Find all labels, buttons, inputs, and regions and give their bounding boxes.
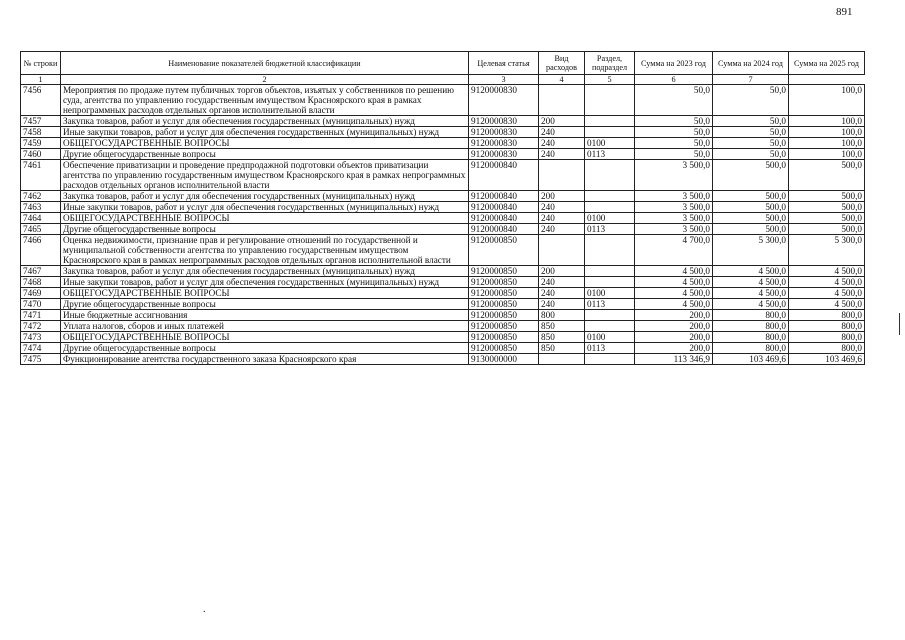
target-code: 9120000850 — [469, 332, 539, 343]
section-code: 0100 — [585, 213, 635, 224]
row-number: 7461 — [21, 160, 61, 191]
sum-2024: 50,0 — [713, 149, 789, 160]
row-number: 7473 — [21, 332, 61, 343]
row-name: Другие общегосударственные вопросы — [61, 299, 469, 310]
table-row — [21, 213, 865, 224]
target-code: 9120000840 — [469, 191, 539, 202]
expense-type-code: 850 — [539, 343, 585, 354]
sum-2025: 800,0 — [789, 310, 865, 321]
sum-2023: 200,0 — [635, 332, 713, 343]
sum-2023: 4 500,0 — [635, 288, 713, 299]
table-row — [21, 266, 865, 277]
row-name: Закупка товаров, работ и услуг для обеспечения государственных (муниципальных) нужд — [61, 191, 469, 202]
section-code — [585, 354, 635, 365]
expense-type-code: 240 — [539, 149, 585, 160]
expense-type-code: 850 — [539, 321, 585, 332]
table-row — [21, 354, 865, 365]
target-code: 9120000840 — [469, 213, 539, 224]
expense-type-code — [539, 85, 585, 116]
column-number: 7 — [713, 75, 789, 85]
table-row — [21, 332, 865, 343]
sum-2025: 100,0 — [789, 138, 865, 149]
sum-2023: 4 700,0 — [635, 235, 713, 266]
expense-type-code: 240 — [539, 277, 585, 288]
section-code — [585, 310, 635, 321]
sum-2025: 100,0 — [789, 127, 865, 138]
expense-type-code: 240 — [539, 299, 585, 310]
target-code: 9120000830 — [469, 127, 539, 138]
section-code — [585, 85, 635, 116]
section-code — [585, 277, 635, 288]
header-target: Целевая статья — [469, 52, 539, 75]
page-number: 891 — [836, 6, 853, 18]
sum-2025: 800,0 — [789, 343, 865, 354]
table-row — [21, 310, 865, 321]
column-number: 3 — [469, 75, 539, 85]
sum-2024: 500,0 — [713, 191, 789, 202]
row-number: 7467 — [21, 266, 61, 277]
section-code: 0100 — [585, 288, 635, 299]
sum-2024: 800,0 — [713, 343, 789, 354]
row-name: Уплата налогов, сборов и иных платежей — [61, 321, 469, 332]
sum-2023: 113 346,9 — [635, 354, 713, 365]
sum-2023: 3 500,0 — [635, 213, 713, 224]
sum-2023: 50,0 — [635, 138, 713, 149]
row-number: 7465 — [21, 224, 61, 235]
table-row — [21, 235, 865, 266]
table-row — [21, 149, 865, 160]
sum-2023: 200,0 — [635, 310, 713, 321]
table-row — [21, 321, 865, 332]
sum-2025: 5 300,0 — [789, 235, 865, 266]
table-row — [21, 85, 865, 116]
expense-type-code: 800 — [539, 310, 585, 321]
target-code: 9120000850 — [469, 343, 539, 354]
target-code: 9130000000 — [469, 354, 539, 365]
header-sum-2024: Сумма на 2024 год — [713, 52, 789, 75]
row-number: 7468 — [21, 277, 61, 288]
sum-2024: 50,0 — [713, 138, 789, 149]
header-row — [21, 52, 865, 75]
sum-2025: 100,0 — [789, 149, 865, 160]
table-row — [21, 191, 865, 202]
row-name: ОБЩЕГОСУДАРСТВЕННЫЕ ВОПРОСЫ — [61, 288, 469, 299]
section-code: 0100 — [585, 332, 635, 343]
row-name: Иные закупки товаров, работ и услуг для обеспечения государственных (муниципальных) нужд — [61, 127, 469, 138]
sum-2024: 50,0 — [713, 127, 789, 138]
sum-2023: 3 500,0 — [635, 160, 713, 191]
table-row — [21, 116, 865, 127]
row-name: Обеспечение приватизации и проведение предпродажной подготовки объектов приватизации агентства по управлению государственным имуществом Красноярского края в рамках непрограммных расходов отдельных органов исполнительной власти — [61, 160, 469, 191]
header-sum-2023: Сумма на 2023 год — [635, 52, 713, 75]
target-code: 9120000830 — [469, 116, 539, 127]
target-code: 9120000830 — [469, 138, 539, 149]
sum-2024: 800,0 — [713, 321, 789, 332]
column-numbers-row — [21, 75, 865, 85]
header-name: Наименование показателей бюджетной классификации — [61, 52, 469, 75]
sum-2025: 100,0 — [789, 85, 865, 116]
sum-2023: 3 500,0 — [635, 191, 713, 202]
expense-type-code — [539, 160, 585, 191]
sum-2024: 4 500,0 — [713, 288, 789, 299]
sum-2025: 500,0 — [789, 160, 865, 191]
sum-2025: 500,0 — [789, 213, 865, 224]
sum-2024: 50,0 — [713, 85, 789, 116]
sum-2023: 50,0 — [635, 116, 713, 127]
row-name: Функционирование агентства государственного заказа Красноярского края — [61, 354, 469, 365]
sum-2025: 500,0 — [789, 202, 865, 213]
row-name: ОБЩЕГОСУДАРСТВЕННЫЕ ВОПРОСЫ — [61, 213, 469, 224]
table-body — [21, 85, 865, 365]
sum-2025: 800,0 — [789, 332, 865, 343]
sum-2025: 100,0 — [789, 116, 865, 127]
target-code: 9120000850 — [469, 266, 539, 277]
sum-2025: 103 469,6 — [789, 354, 865, 365]
table-row — [21, 160, 865, 191]
row-number: 7472 — [21, 321, 61, 332]
section-code — [585, 266, 635, 277]
sum-2024: 4 500,0 — [713, 299, 789, 310]
column-number: 2 — [61, 75, 469, 85]
sum-2023: 200,0 — [635, 343, 713, 354]
section-code: 0113 — [585, 149, 635, 160]
row-name: Оценка недвижимости, признание прав и регулирование отношений по государственной и муниципальной собственности агентства по управлению государственным имуществом Красноярского края в рамках непрограммных расходов отдельных органов исполнительной власти — [61, 235, 469, 266]
row-number: 7469 — [21, 288, 61, 299]
footer-mark: . — [203, 604, 206, 615]
row-number: 7464 — [21, 213, 61, 224]
section-code — [585, 202, 635, 213]
expense-type-code: 200 — [539, 116, 585, 127]
row-name: Закупка товаров, работ и услуг для обеспечения государственных (муниципальных) нужд — [61, 266, 469, 277]
sum-2025: 4 500,0 — [789, 266, 865, 277]
target-code: 9120000840 — [469, 224, 539, 235]
sum-2024: 103 469,6 — [713, 354, 789, 365]
row-name: Мероприятия по продаже путем публичных торгов объектов, изъятых у собственников по решению суда, агентства по управлению государственным имуществом Красноярского края в рамках непрограммных расходов отдельных органов исполнительной власти — [61, 85, 469, 116]
table-row — [21, 224, 865, 235]
sum-2023: 3 500,0 — [635, 202, 713, 213]
expense-type-code: 200 — [539, 266, 585, 277]
section-code — [585, 160, 635, 191]
row-name: Иные бюджетные ассигнования — [61, 310, 469, 321]
expense-type-code: 200 — [539, 191, 585, 202]
sum-2023: 50,0 — [635, 85, 713, 116]
target-code: 9120000850 — [469, 299, 539, 310]
sum-2024: 500,0 — [713, 202, 789, 213]
table-row — [21, 202, 865, 213]
sum-2023: 3 500,0 — [635, 224, 713, 235]
row-number: 7475 — [21, 354, 61, 365]
table-row — [21, 277, 865, 288]
table-row — [21, 288, 865, 299]
header-sum-2025: Сумма на 2025 год — [789, 52, 865, 75]
table-row — [21, 127, 865, 138]
sum-2024: 500,0 — [713, 213, 789, 224]
section-code — [585, 235, 635, 266]
expense-type-code: 240 — [539, 202, 585, 213]
row-number: 7460 — [21, 149, 61, 160]
sum-2024: 800,0 — [713, 310, 789, 321]
row-name: Другие общегосударственные вопросы — [61, 343, 469, 354]
sum-2024: 500,0 — [713, 224, 789, 235]
sum-2025: 4 500,0 — [789, 288, 865, 299]
row-number: 7459 — [21, 138, 61, 149]
table-row — [21, 299, 865, 310]
row-number: 7466 — [21, 235, 61, 266]
column-number: 4 — [539, 75, 585, 85]
margin-mark — [899, 313, 900, 335]
expense-type-code: 240 — [539, 224, 585, 235]
row-name: Иные закупки товаров, работ и услуг для обеспечения государственных (муниципальных) нужд — [61, 202, 469, 213]
row-name: Иные закупки товаров, работ и услуг для обеспечения государственных (муниципальных) нужд — [61, 277, 469, 288]
expense-type-code: 240 — [539, 288, 585, 299]
row-number: 7471 — [21, 310, 61, 321]
header-expense-type: Вид расходов — [539, 52, 585, 75]
row-number: 7470 — [21, 299, 61, 310]
header-row-no: № строки — [21, 52, 61, 75]
expense-type-code — [539, 354, 585, 365]
section-code — [585, 321, 635, 332]
row-number: 7474 — [21, 343, 61, 354]
row-number: 7462 — [21, 191, 61, 202]
row-name: ОБЩЕГОСУДАРСТВЕННЫЕ ВОПРОСЫ — [61, 138, 469, 149]
table-row — [21, 343, 865, 354]
expense-type-code: 240 — [539, 138, 585, 149]
row-number: 7457 — [21, 116, 61, 127]
row-number: 7456 — [21, 85, 61, 116]
sum-2024: 50,0 — [713, 116, 789, 127]
row-name: Другие общегосударственные вопросы — [61, 149, 469, 160]
target-code: 9120000850 — [469, 321, 539, 332]
sum-2024: 800,0 — [713, 332, 789, 343]
target-code: 9120000830 — [469, 149, 539, 160]
section-code: 0113 — [585, 299, 635, 310]
sum-2024: 5 300,0 — [713, 235, 789, 266]
sum-2025: 4 500,0 — [789, 299, 865, 310]
target-code: 9120000850 — [469, 235, 539, 266]
budget-table — [20, 51, 865, 365]
row-name: ОБЩЕГОСУДАРСТВЕННЫЕ ВОПРОСЫ — [61, 332, 469, 343]
expense-type-code: 850 — [539, 332, 585, 343]
column-number: 6 — [635, 75, 713, 85]
table-row — [21, 138, 865, 149]
expense-type-code: 240 — [539, 127, 585, 138]
target-code: 9120000850 — [469, 277, 539, 288]
sum-2025: 500,0 — [789, 191, 865, 202]
sum-2024: 4 500,0 — [713, 277, 789, 288]
target-code: 9120000850 — [469, 310, 539, 321]
target-code: 9120000840 — [469, 160, 539, 191]
section-code — [585, 116, 635, 127]
row-name: Другие общегосударственные вопросы — [61, 224, 469, 235]
sum-2023: 50,0 — [635, 127, 713, 138]
column-number: 1 — [21, 75, 61, 85]
section-code — [585, 127, 635, 138]
row-name: Закупка товаров, работ и услуг для обеспечения государственных (муниципальных) нужд — [61, 116, 469, 127]
section-code: 0113 — [585, 224, 635, 235]
sum-2023: 4 500,0 — [635, 277, 713, 288]
column-number: 5 — [585, 75, 635, 85]
expense-type-code — [539, 235, 585, 266]
header-section: Раздел, подраздел — [585, 52, 635, 75]
section-code: 0113 — [585, 343, 635, 354]
sum-2025: 500,0 — [789, 224, 865, 235]
target-code: 9120000840 — [469, 202, 539, 213]
sum-2023: 50,0 — [635, 149, 713, 160]
target-code: 9120000850 — [469, 288, 539, 299]
section-code: 0100 — [585, 138, 635, 149]
expense-type-code: 240 — [539, 213, 585, 224]
sum-2024: 500,0 — [713, 160, 789, 191]
section-code — [585, 191, 635, 202]
sum-2024: 4 500,0 — [713, 266, 789, 277]
sum-2023: 200,0 — [635, 321, 713, 332]
sum-2023: 4 500,0 — [635, 266, 713, 277]
sum-2025: 800,0 — [789, 321, 865, 332]
target-code: 9120000830 — [469, 85, 539, 116]
row-number: 7458 — [21, 127, 61, 138]
sum-2025: 4 500,0 — [789, 277, 865, 288]
row-number: 7463 — [21, 202, 61, 213]
sum-2023: 4 500,0 — [635, 299, 713, 310]
